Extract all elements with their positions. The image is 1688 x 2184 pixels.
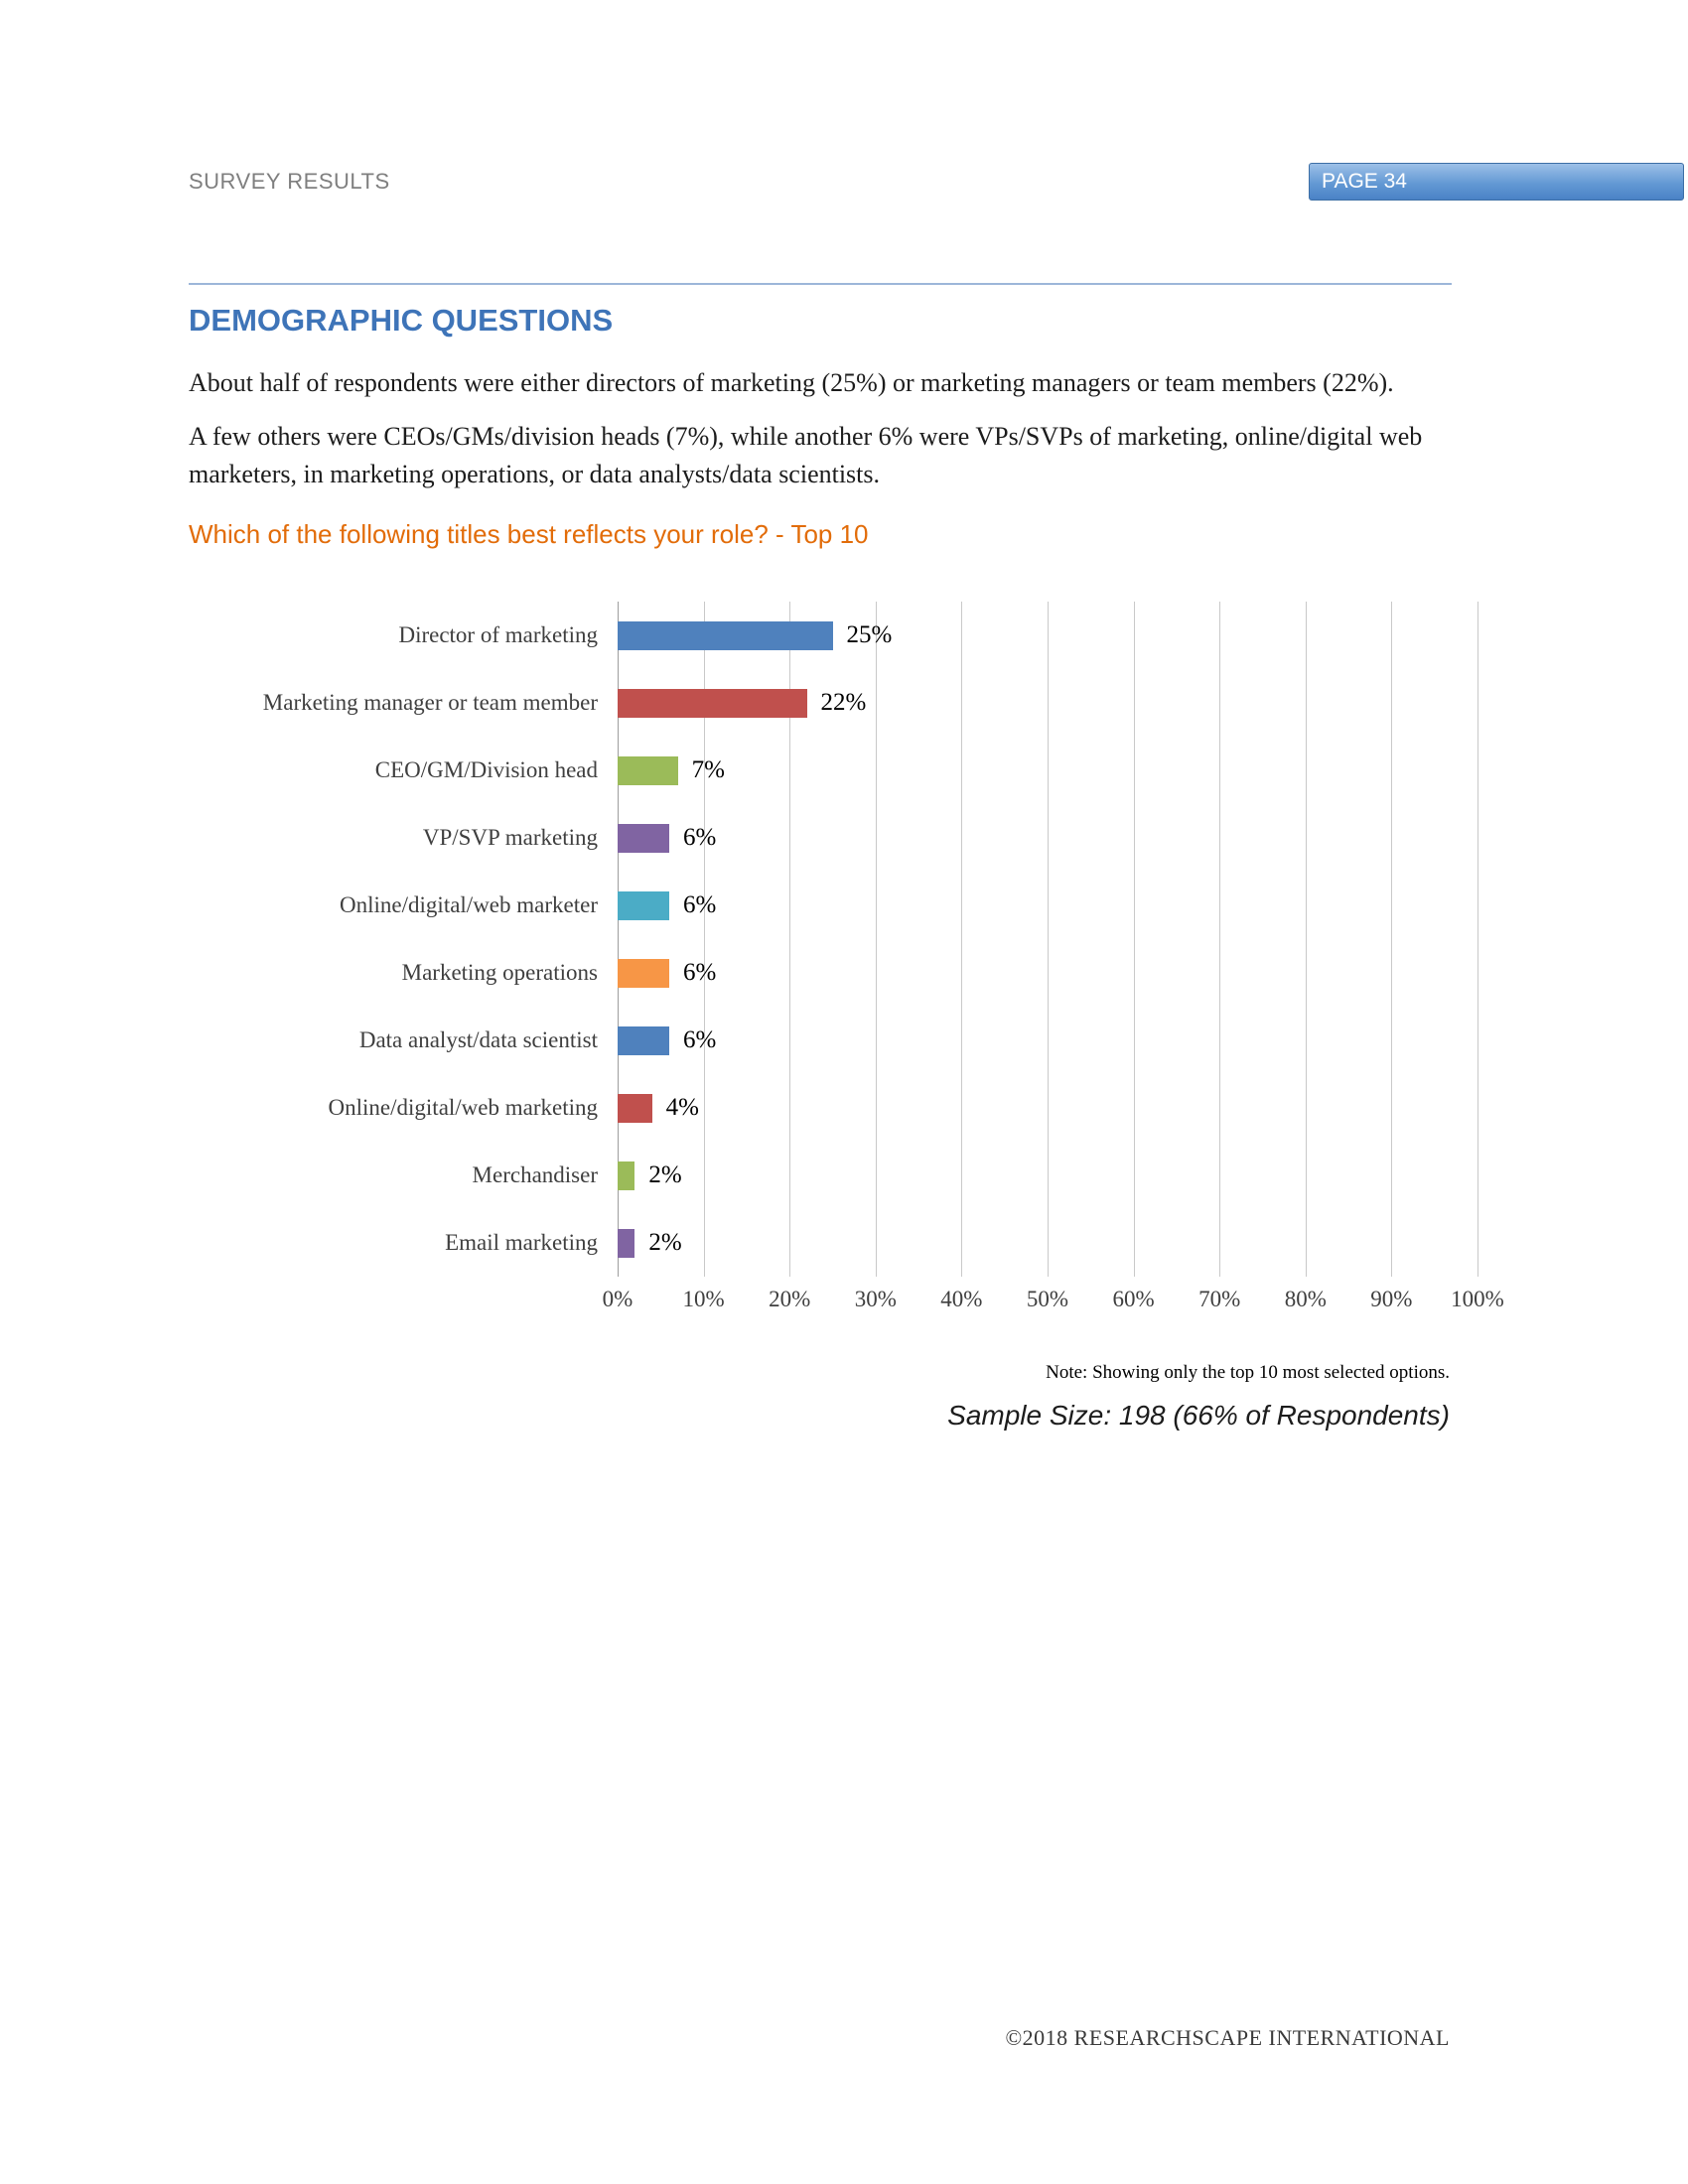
category-label: Director of marketing [398, 622, 598, 647]
value-label: 6% [682, 1026, 717, 1053]
category-label: VP/SVP marketing [422, 825, 598, 850]
bar [618, 756, 678, 785]
x-tick-label: 10% [682, 1287, 725, 1311]
page-header [189, 162, 1684, 202]
bar [618, 1026, 669, 1055]
section-title: DEMOGRAPHIC QUESTIONS [189, 303, 614, 338]
chart-row [189, 872, 1477, 939]
chart-row [189, 1007, 1477, 1074]
chart-row [189, 939, 1477, 1007]
bar-track [618, 872, 1477, 939]
bar [618, 1229, 634, 1258]
bar [618, 1094, 652, 1123]
gridline [1477, 602, 1478, 1277]
chart-row [189, 737, 1477, 804]
bar-track [618, 602, 1477, 669]
bar-track [618, 939, 1477, 1007]
bar-track [618, 1209, 1477, 1277]
bar-track [618, 1142, 1477, 1209]
chart-row [189, 1142, 1477, 1209]
x-tick-label: 0% [602, 1287, 633, 1311]
x-tick-label: 100% [1451, 1287, 1504, 1311]
category-label: Merchandiser [472, 1162, 598, 1187]
category-label: Email marketing [445, 1230, 598, 1255]
category-label: Marketing operations [401, 960, 598, 985]
x-tick-label: 20% [769, 1287, 811, 1311]
sample-size-text: Sample Size: 198 (66% of Respondents) [947, 1400, 1450, 1431]
x-tick-label: 90% [1370, 1287, 1413, 1311]
value-label: 4% [665, 1094, 699, 1121]
chart-question-title: Which of the following titles best reflects your role? - Top 10 [189, 519, 869, 549]
category-label: Online/digital/web marketer [340, 892, 598, 917]
chart-row [189, 1074, 1477, 1142]
bar-track [618, 804, 1477, 872]
chart-row [189, 804, 1477, 872]
page-number-badge: PAGE 34 [1309, 163, 1684, 201]
chart-note: Note: Showing only the top 10 most selected options. [1046, 1362, 1450, 1383]
value-label: 22% [820, 689, 867, 716]
x-tick-label: 30% [854, 1287, 897, 1311]
bar [618, 689, 807, 718]
x-tick-label: 60% [1112, 1287, 1155, 1311]
value-label: 6% [682, 959, 717, 986]
chart-rows [189, 602, 1477, 1277]
chart-row [189, 602, 1477, 669]
bar [618, 824, 669, 853]
category-label: Online/digital/web marketing [328, 1095, 598, 1120]
category-label: Data analyst/data scientist [358, 1027, 598, 1052]
header-label: SURVEY RESULTS [189, 169, 390, 194]
header-rule [189, 283, 1452, 285]
chart-row [189, 669, 1477, 737]
bar-track [618, 669, 1477, 737]
bar [618, 1161, 634, 1190]
bar-chart [189, 602, 1504, 1322]
x-tick-label: 80% [1284, 1287, 1327, 1311]
bar [618, 891, 669, 920]
x-axis-ticks [602, 1277, 1504, 1322]
footer-copyright: ©2018 RESEARCHSCAPE INTERNATIONAL [1005, 2025, 1450, 2050]
intro-paragraph-1: About half of respondents were either directors of marketing (25%) or marketing managers or team members (22%). [189, 368, 1394, 397]
plot-area [189, 602, 1477, 1277]
bar-track [618, 1074, 1477, 1142]
x-tick-label: 40% [940, 1287, 983, 1311]
x-tick-label: 50% [1026, 1287, 1069, 1311]
value-label: 7% [691, 756, 725, 783]
x-tick-label: 70% [1198, 1287, 1241, 1311]
value-label: 6% [682, 891, 717, 918]
intro-paragraph-2: A few others were CEOs/GMs/division heads (7%), while another 6% were VPs/SVPs of marketing, online/digital web marketers, in marketing operations, or data analysts/data scientists. [189, 422, 1423, 488]
bar [618, 621, 833, 650]
value-label: 2% [648, 1161, 682, 1188]
bar [618, 959, 669, 988]
chart-row [189, 1209, 1477, 1277]
value-label: 2% [648, 1229, 682, 1256]
category-label: Marketing manager or team member [262, 690, 598, 715]
bar-track [618, 1007, 1477, 1074]
value-label: 25% [846, 621, 893, 648]
bar-track [618, 737, 1477, 804]
value-label: 6% [682, 824, 717, 851]
category-label: CEO/GM/Division head [374, 757, 598, 782]
